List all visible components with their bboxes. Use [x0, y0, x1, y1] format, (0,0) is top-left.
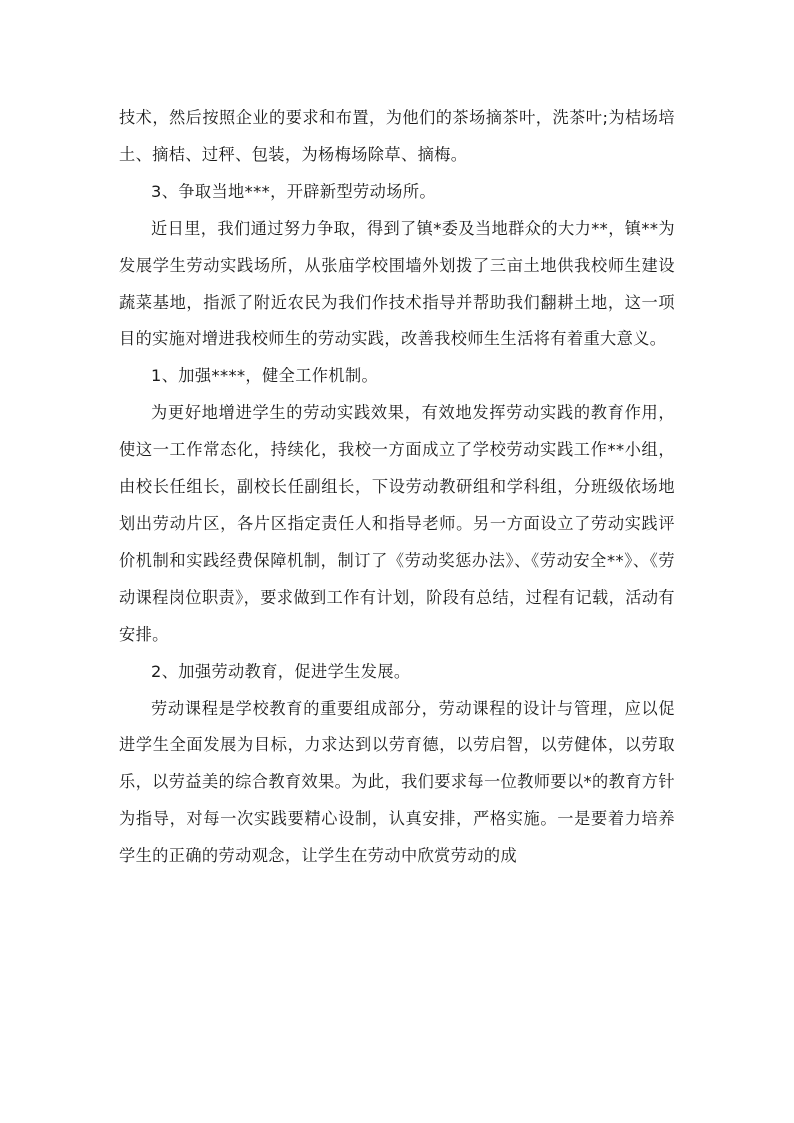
paragraph-vegetable-base: 近日里，我们通过努力争取，得到了镇*委及当地群众的大力**，镇**为发展学生劳动实践场所，从张庙学校围墙外划拨了三亩土地供我校师生建设蔬菜基地，指派了附近农民为我们作技术指导并帮助我们翻耕土地，这一项目的实施对增进我校师生的劳动实践，改善我校师生生活将有着重大意义。 — [119, 218, 675, 349]
paragraph-labor-course: 劳动课程是学校教育的重要组成部分，劳动课程的设计与管理，应以促进学生全面发展为目标，力求达到以劳育德，以劳启智，以劳健体，以劳取乐，以劳益美的综合教育效果。为此，我们要求每一位教师要以*的教育方针为指导，对每一次实践要精心设制，认真安排，严格实施。一是要着力培养学生的正确的劳动观念，让学生在劳动中欣赏劳动的成 — [119, 698, 675, 866]
document-body — [119, 100, 675, 875]
paragraph-continued: 技术，然后按照企业的要求和布置，为他们的茶场摘茶叶，洗茶叶;为桔场培土、摘桔、过秤、包装，为杨梅场除草、摘梅。 — [119, 108, 675, 164]
paragraph-heading-2: 2、加强劳动教育，促进学生发展。 — [151, 661, 411, 681]
paragraph-work-mechanism: 为更好地增进学生的劳动实践效果，有效地发挥劳动实践的教育作用，使这一工作常态化，持续化，我校一方面成立了学校劳动实践工作**小组，由校长任组长，副校长任副组长，下设劳动教研组和学科组，分班级依场地划出劳动片区，各片区指定责任人和指导老师。另一方面设立了劳动实践评价机制和实践经费保障机制，制订了《劳动奖惩办法》、《劳动安全**》、《劳动课程岗位职责》，要求做到工作有计划，阶段有总结，过程有记载，活动有安排。 — [119, 403, 675, 644]
paragraph-heading-1: 1、加强****，健全工作机制。 — [151, 366, 379, 386]
paragraph-heading-3: 3、争取当地***，开辟新型劳动场所。 — [151, 181, 436, 201]
